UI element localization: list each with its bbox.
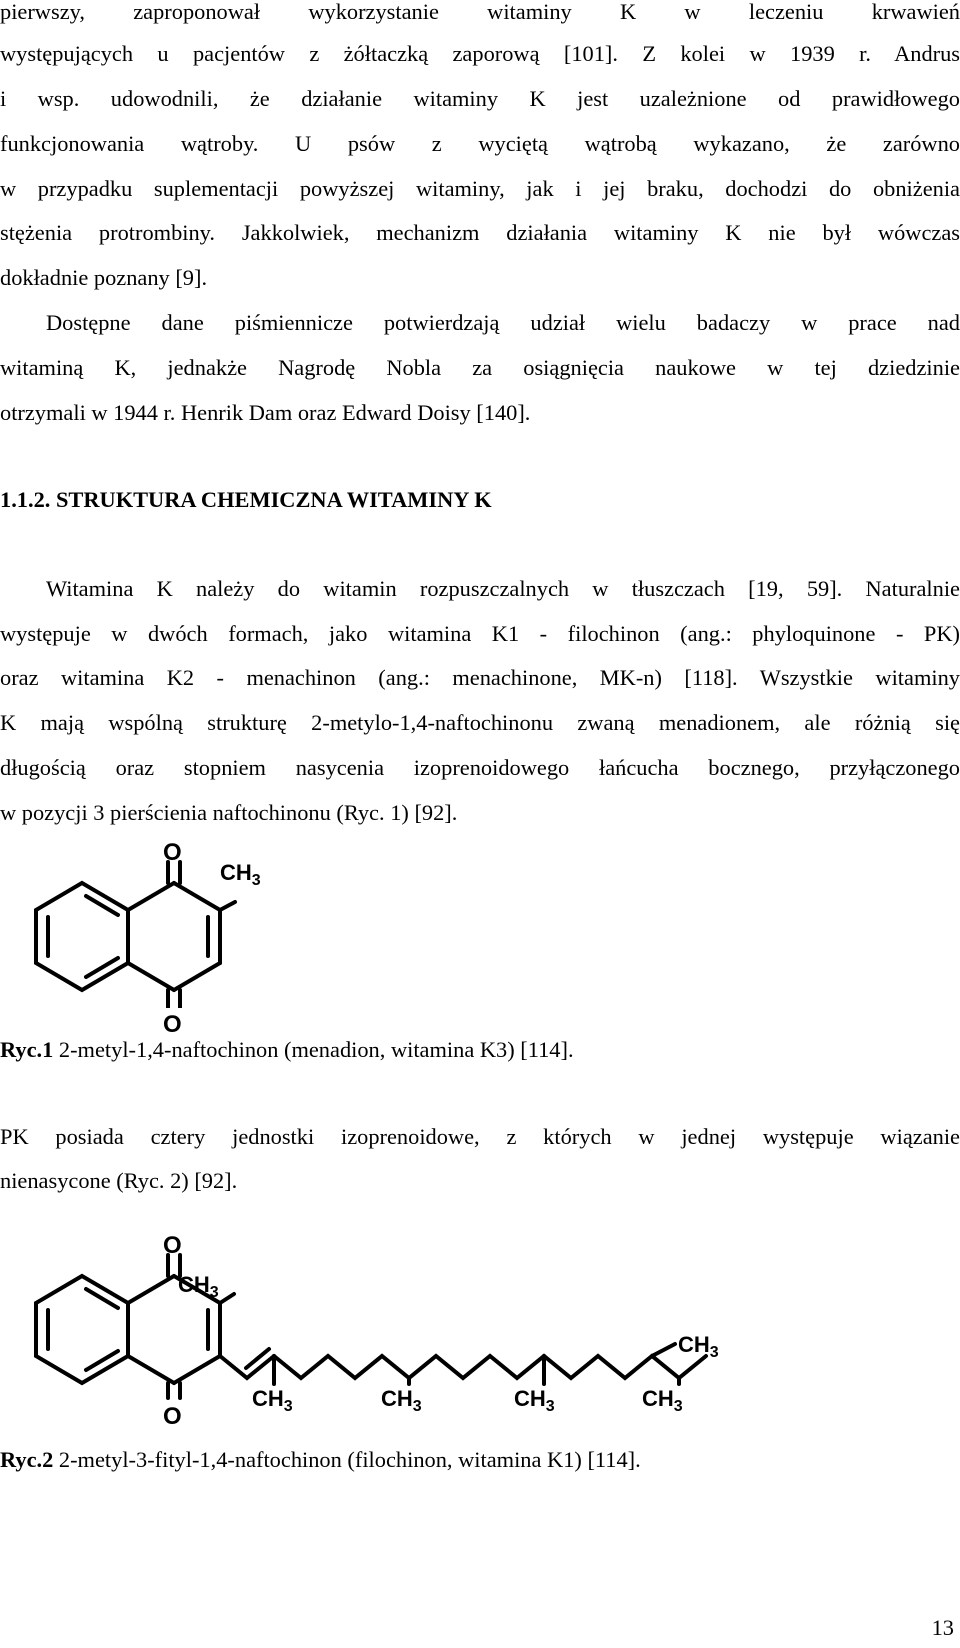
atom-o-bottom: O	[163, 1011, 182, 1038]
atom-o-top: O	[163, 1232, 182, 1259]
figure-caption	[0, 1030, 574, 1070]
methyl-label: $CH_3$	[252, 1386, 293, 1415]
text-line: PK posiada cztery jednostki izoprenoidowe, z których w jednej występuje wiązanie	[0, 1124, 960, 1149]
text-line: funkcjonowania wątroby. U psów z wyciętą wątrobą wykazano, że zarówno	[0, 131, 960, 156]
caption-label: Ryc.1	[0, 1037, 54, 1062]
text-line: oraz witamina K2 - menachinon (ang.: menachinone, MK-n) [118]. Wszystkie witaminy	[0, 665, 960, 690]
text-line: Dostępne dane piśmiennicze potwierdzają udział wielu badaczy w prace nad	[46, 310, 960, 335]
text-line: występuje w dwóch formach, jako witamina K1 - filochinon (ang.: phyloquinone - PK)	[0, 621, 960, 646]
text-line: dokładnie poznany [9].	[0, 265, 208, 290]
section-heading: 1.1.2. STRUKTURA CHEMICZNA WITAMINY K	[0, 487, 492, 512]
caption-text: 2-metyl-1,4-naftochinon (menadion, witamina K3) [114].	[53, 1037, 574, 1062]
methyl-label: $CH_3$	[678, 1332, 719, 1361]
text-line: Witamina K należy do witamin rozpuszczalnych w tłuszczach [19, 59]. Naturalnie	[46, 576, 960, 601]
text-line: w przypadku suplementacji powyższej witaminy, jak i jej braku, dochodzi do obniżenia	[0, 176, 960, 201]
methyl-label: $CH_3$	[381, 1386, 422, 1415]
text-line: długością oraz stopniem nasycenia izoprenoidowego łańcucha bocznego, przyłączonego	[0, 755, 960, 780]
text-line: nienasycone (Ryc. 2) [92].	[0, 1168, 238, 1193]
text-line: w pozycji 3 pierścienia naftochinonu (Ryc. 1) [92].	[0, 800, 458, 825]
methyl-label: $CH_3$	[178, 1272, 219, 1301]
methyl-label: $CH_3$	[642, 1386, 683, 1415]
phylloquinone-labels	[20, 1226, 800, 1456]
atom-o-bottom: O	[163, 1403, 182, 1430]
atom-o-top: O	[163, 839, 182, 866]
page-number: 13	[931, 1615, 954, 1640]
methyl-label: $CH_3$	[514, 1386, 555, 1415]
menadione-labels	[20, 838, 280, 1038]
text-line: i wsp. udowodnili, że działanie witaminy K jest uzależnione od prawidłowego	[0, 86, 960, 111]
text-line: pierwszy, zaproponował wykorzystanie witaminy K w leczeniu krwawień	[0, 0, 960, 24]
text-line: otrzymali w 1944 r. Henrik Dam oraz Edward Doisy [140].	[0, 400, 531, 425]
text-line: K mają wspólną strukturę 2-metylo-1,4-naftochinonu zwaną menadionem, ale różnią się	[0, 710, 960, 735]
text-line: występujących u pacjentów z żółtaczką zaporową [101]. Z kolei w 1939 r. Andrus	[0, 41, 960, 66]
figure-caption	[0, 1440, 641, 1480]
methyl-label: $CH_3$	[220, 860, 261, 889]
text-line: stężenia protrombiny. Jakkolwiek, mechanizm działania witaminy K nie był wówczas	[0, 220, 960, 245]
text-line: witaminą K, jednakże Nagrodę Nobla za osiągnięcia naukowe w tej dziedzinie	[0, 355, 960, 380]
caption-label: Ryc.2	[0, 1447, 54, 1472]
caption-text: 2-metyl-3-fityl-1,4-naftochinon (filochinon, witamina K1) [114].	[53, 1447, 641, 1472]
